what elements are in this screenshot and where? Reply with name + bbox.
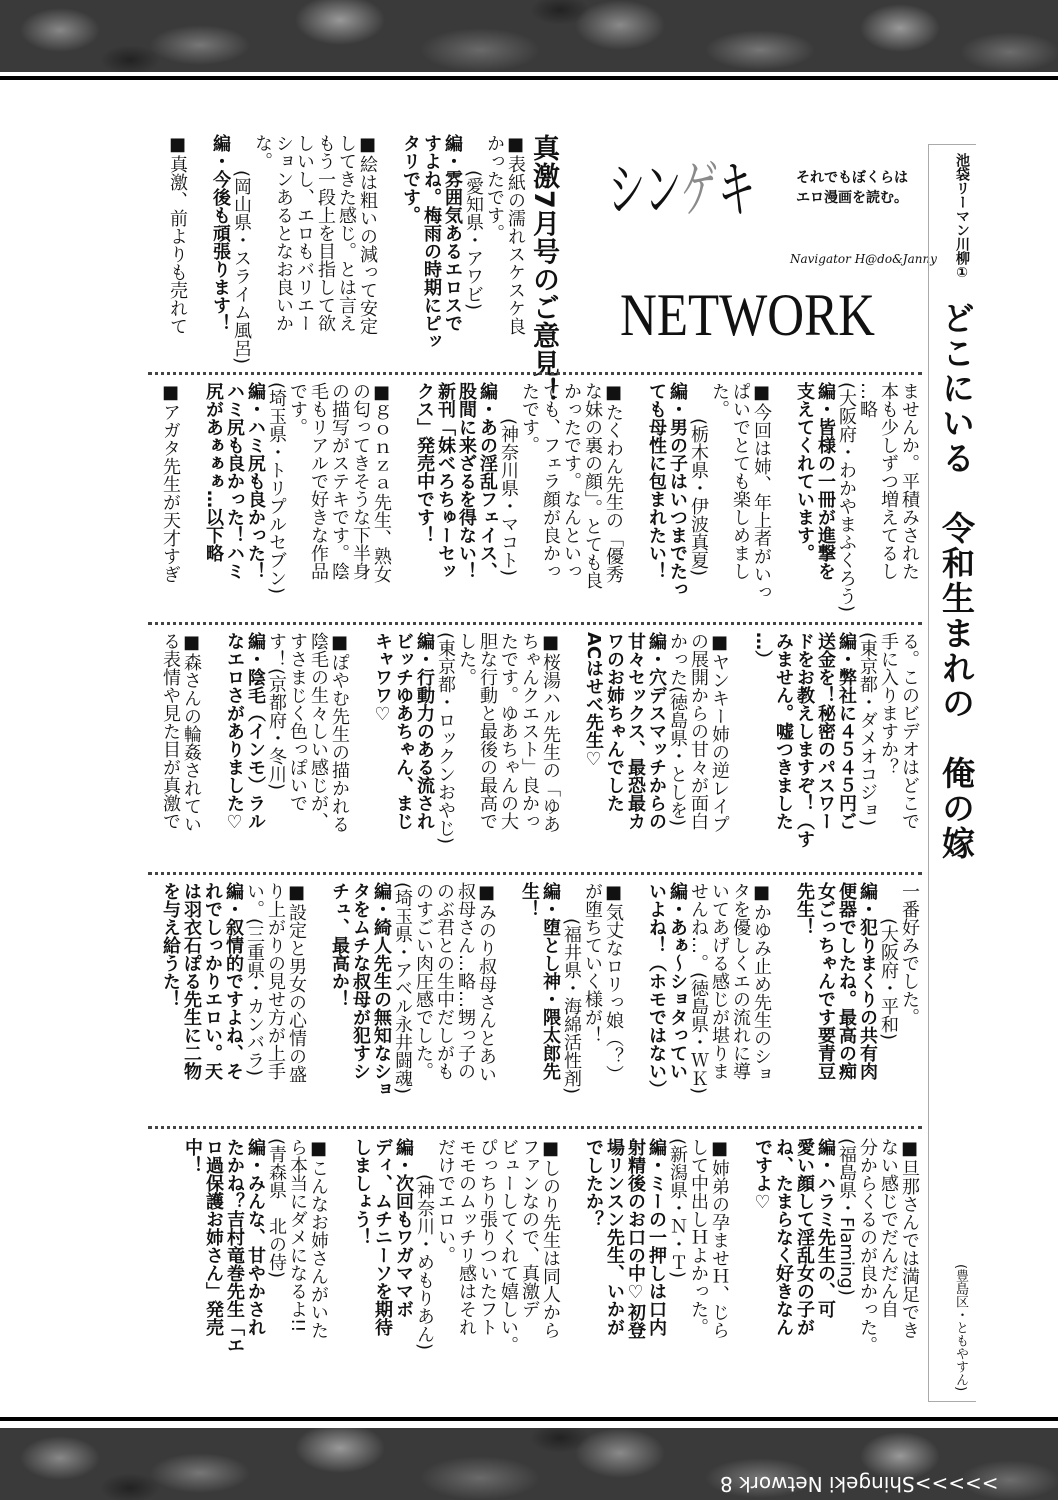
tagline-line: それでもぼくらは [796,170,908,186]
shingeki-network-logo [600,140,937,365]
letter-line: 手に入りますか？ [878,632,899,776]
letter-line: 毛もリアルで好きな作品 [308,382,329,580]
logo-kana [608,150,755,230]
letter-line: ぴっちり張りついたフト [477,1138,498,1336]
editor-reply-line: 編・次回もワガママボ [393,1138,414,1318]
letter-line: すさまじく色っぽいで [287,632,308,812]
navigator-credit: Navigator H@do&Janny [790,252,937,266]
letter-line: せんね…。(徳島県・ＷＫ) [688,882,709,1095]
letter-line: …略 [857,382,878,418]
letter-line: のぶ君との生中だしがも [434,882,455,1080]
letter-line: が堕ちていく様が！ [582,882,603,1044]
editor-reply-line: クス」発売中です！ [414,382,435,544]
editor-reply-line: 中！ [182,1138,203,1174]
letter-line: ■たくわん先生の「優秀 [603,382,624,583]
reader-letter [224,632,350,868]
letter-line: たです。 [519,382,540,454]
letter-line: (東京都・ロックンおやじ) [435,632,456,845]
letter-line: ションあるとなお良いか [273,134,294,332]
letter-line: (青森県 北の侍) [266,1138,287,1279]
letter-line: な妹の裏の顔」。とても良 [582,382,603,589]
letter-line: かった(徳島県・としを) [667,632,688,827]
letter-line: ■姉弟の孕ませＨ、じら [709,1138,730,1339]
letter-line: ■真激、前よりも売れて [167,134,188,335]
reader-letter [646,382,772,618]
reader-letter [160,882,307,1118]
letter-line: 胆な行動と最後の最高で [477,632,498,830]
letter-line: る表情や見た目が真激で [160,632,181,830]
editor-reply-line: 愛い顔して淫乱女の子が [794,1138,815,1336]
letters-band [160,632,920,868]
letter-line: ■表紙の濡れスケスケ良 [505,134,526,335]
reader-letter [329,882,497,1118]
editor-reply-line: ディ、ムチニーソを期待 [372,1138,393,1336]
reader-letter [519,882,624,1118]
letter-line: 一番好みでした。 [899,882,920,1026]
letter-line: ■絵は粗いの減って安定 [357,134,378,335]
letter-line: り上がりの見せ方が上手 [265,882,286,1080]
editor-reply-line: 先生！ [794,882,815,936]
editor-reply-line: みません。嘘つきました [773,632,794,830]
letter-line: ■森さんの輪姦されてい [181,632,202,833]
editor-reply-line: を与え給うた！ [160,882,181,1008]
editor-reply-line: ね、たまらなく好きなん [773,1138,794,1336]
editor-reply-line: チュ、最高か！ [329,882,350,1008]
editor-reply-line: 女ごっちゃんです要青豆 [815,882,836,1080]
letter-line: かったです。 [484,134,505,242]
reader-letter [167,134,188,370]
letter-line: です。 [287,382,308,436]
reader-letter [794,382,920,618]
letter-line: ■桜湯ハル先生の「ゆあ [540,632,561,833]
editor-reply-line: …） [752,632,773,668]
editor-reply-line: すよね。梅雨の時期にピッ [421,134,442,350]
reader-letter [160,382,181,618]
letter-line: た。 [709,382,730,418]
letter-line: してきた感じ。とは言え [336,134,357,332]
editor-reply-line: ビッチゆあちゃん、まじ [393,632,414,830]
letter-line: ■しのり先生は同人から [540,1138,561,1339]
editor-reply-line: 便器でしたね。最高の痴 [836,882,857,1080]
letter-line: い。(三重県・カンバラ) [244,882,265,1077]
editor-reply-line: 新刊「妹べろちゅーセッ [435,382,456,580]
letter-line: ■気丈なロリっ娘（？） [603,882,624,1083]
editor-reply-line: 編・叙情的ですよね、そ [223,882,244,1080]
dotted-separator [148,622,922,625]
editor-reply-line: 編・ハミ尻も良かった！ [245,382,266,580]
editor-reply-line: 送金を！秘密のパスワー [815,632,836,830]
editor-reply-line: 編・みんな、甘やかされ [245,1138,266,1336]
editor-reply-line: 股間に来ざるを得ない！ [456,382,477,580]
editor-reply-line: ワのお姉ちゃんでした [604,632,625,812]
editor-reply-line: しましょう！ [351,1138,372,1246]
editor-reply-line: 編・行動力のある流され [414,632,435,830]
letter-line: の描写がステキです。陰 [329,382,350,580]
reader-letter [372,632,561,868]
tagline-line: エロ漫画を読む。 [796,190,908,206]
letter-line: (埼玉県・アベル永井闘魂) [392,882,413,1095]
page-footer: >>>>>Shingeki Network 8 [720,1472,999,1496]
letter-line: る。このビデオはどこで [899,632,920,830]
reader-attribution: (岡山県・スライム風呂) [231,170,252,365]
reader-letter [583,632,730,868]
letters-band [167,134,560,406]
editor-reply-line: 編・今後も頑張ります！ [210,134,231,332]
reader-letter [583,1138,730,1374]
senryu-box [928,144,976,1402]
letter-line: ちゃんクエスト」良かっ [519,632,540,830]
letter-line: ■ぽやむ先生の描かれる [329,632,350,833]
reader-letter [210,134,378,370]
editor-reply-line: ドをお教えしますぞ！（す [794,632,815,848]
letter-line: ■ヤンキー姉の逆レイプ [709,632,730,833]
letter-line: ぱいでとても楽しめまし [730,382,751,580]
logo-kana-part: ゲ [680,153,718,226]
editor-reply-line: ACはせべ先生♡ [583,632,604,771]
editor-reply-line: 尻があぁぁぁ…以下略 [203,382,224,562]
reader-letter [182,1138,329,1374]
editor-reply-line: 編・綺人先生の無知なショ [371,882,392,1098]
editor-reply-line: ハミ尻も良かった！ハミ [224,382,245,580]
editor-reply-line: 編・堕とし神・隈太郎先 [540,882,561,1080]
reader-letter [646,882,772,1118]
letter-line: ■みのり叔母さんとあい [476,882,497,1083]
senryu-poem: どこにいる 令和生まれの 俺の嫁 [937,301,976,861]
editor-reply-line: 編・陰毛（インモ）ラル [245,632,266,830]
editor-reply-line: 場リンスン先生、いかが [604,1138,625,1336]
senryu-title: 池袋リーマン川柳① [954,153,970,281]
editor-reply-line: 編・あぁ〜ショタってい [667,882,688,1080]
editor-reply-line: 編・ミーの一押しは口内 [646,1138,667,1336]
letter-line: な。 [252,134,273,170]
letter-line: のすごい肉圧感でした。 [413,882,434,1080]
letter-line: ませんか。平積みされた [899,382,920,580]
letter-line: の展開からの甘々が面白 [688,632,709,830]
editor-reply-line: 射精後のお口の中♡初登 [625,1138,646,1339]
reader-attribution: (福井県・海綿活性剤) [561,918,582,1095]
editor-reply-line: 支えてくれています。 [794,382,815,562]
tagline [796,168,908,208]
editor-reply-line: 編・男の子はいつまでたっ [667,382,688,598]
reader-letter [351,1138,561,1374]
dotted-separator [148,872,922,875]
letter-line: 分からくるのが良かった。 [857,1138,878,1354]
top-texture-band [0,0,1058,72]
editor-reply-line: ロ過保護お姉さん」発売 [203,1138,224,1336]
editor-reply-line: いよね！（ホモではない） [646,882,667,1098]
reader-letter [752,632,920,868]
letter-line: ■こんなお姉さんがいた [308,1138,329,1339]
top-rule [0,76,1058,80]
editor-reply-line: は羽衣石ぽる先生に二物 [181,882,202,1080]
reader-attribution: (愛知県・アワビ) [463,170,484,311]
reader-attribution: (神奈川県・マコト) [498,418,519,577]
letter-line: ビューしてくれて嬉しい。 [498,1138,519,1354]
editor-reply-line: 編・皆様の一冊が進撃を [815,382,836,580]
senryu-author: (豊島区・ともやすん) [953,1263,968,1391]
letters-band [160,882,920,1118]
reader-attribution: (神奈川・めもりあん) [414,1174,435,1351]
editor-reply-line: ですよ♡ [752,1138,773,1213]
section-heading: 真激7月号のご意見！ [528,134,559,406]
letters-band [160,382,920,618]
letter-line: 叔母さん…略…甥っ子の [455,882,476,1080]
letter-line: ても、フェラ顔が良かっ [540,382,561,580]
logo-kana-part: キ [717,153,756,226]
letter-line: もう一段上を目指して欲 [315,134,336,332]
letter-line: した。 [456,632,477,686]
editor-reply-line: 生！ [519,882,540,918]
letter-line: して中出しＨよかった。 [688,1138,709,1336]
letter-line: 本も少しずつ増えてるし [878,382,899,580]
letter-line: ■ｇｏｎｚａ先生、熟女 [371,382,392,583]
dotted-separator [148,1126,922,1129]
logo-network: NETWORK [620,282,875,348]
letter-line: 陰毛の生々しい感じが、 [308,632,329,830]
editor-reply-line: 編・雰囲気あるエロスで [442,134,463,332]
letter-line: の匂ってきそうな下半身 [350,382,371,580]
letter-line: いてあげる感じが堪りま [709,882,730,1080]
letter-line: だけでエロい。 [435,1138,456,1264]
reader-letter [160,632,202,868]
bottom-rule [0,1417,1058,1421]
editor-reply-line: タリです。 [400,134,421,224]
editor-reply-line: なエロさがありました♡ [224,632,245,833]
editor-reply-line: 編・弊社に４５４５円ご [836,632,857,830]
reader-letter [794,882,920,1118]
reader-attribution: (大阪府・平和) [878,918,899,1041]
editor-reply-line: タをムチな叔母が犯すシ [350,882,371,1080]
letter-line: タを優しくエの流れに導 [730,882,751,1080]
reader-letter [752,1138,920,1374]
letter-line: ら本当にダメになるよ!! [287,1138,308,1333]
letters-band [182,1138,920,1374]
editor-reply-line: たかね？吉村竜巻先生「エ [224,1138,245,1354]
reader-attribution: (栃木県・伊波真夏) [688,418,709,577]
letter-line: す！(京都府・冬川) [266,632,287,791]
letter-line: (大阪府・わかやまふくろう) [836,382,857,613]
letter-line: モモのムッチリ感はそれ [456,1138,477,1336]
reader-letter [203,382,392,618]
editor-reply-line: れでしっかりエロい。天 [202,882,223,1080]
letter-line: ■アガタ先生が天才すぎ [160,382,181,583]
letter-line: (埼玉県・トリプルセブン) [266,382,287,595]
letter-line: ■設定と男女の心情の盛 [286,882,307,1083]
editor-reply-line: 編・穴デスマッチからの [646,632,667,830]
letter-line: (福島県・Flaming) [836,1138,857,1296]
letter-line: かったです。なんといっ [561,382,582,580]
letter-line: ■今回は姉、年上者がいっ [751,382,772,601]
letter-line: ■旦那さんでは満足でき [899,1138,920,1339]
letter-line: ファンなので、真激デ [519,1138,540,1318]
letter-line: しいし、エロもバリエー [294,134,315,332]
letter-line: たです。ゆあちゃんの大 [498,632,519,830]
letter-line: ない感じでだんだん自 [878,1138,899,1318]
letter-line: (新潟県・Ｎ・Ｔ) [667,1138,688,1279]
editor-reply-line: ても母性に包まれたい！ [646,382,667,580]
letter-line: ■かゆみ止め先生のショ [751,882,772,1083]
editor-reply-line: でしたか？ [583,1138,604,1228]
editor-reply-line: 甘々セックス、最恐最カ [625,632,646,830]
editor-reply-line: 編・ハラミ先生の、可 [815,1138,836,1318]
logo-kana-part: シン [608,153,681,226]
dotted-separator [148,372,922,375]
editor-reply-line: キャワワ♡ [372,632,393,725]
editor-reply-line: 編・犯りまくりの共有肉 [857,882,878,1080]
editor-reply-line: 編・あの淫乱フェイス、 [477,382,498,580]
letter-line: (東京都・ダメオコジョ) [857,632,878,827]
reader-letter [400,134,560,406]
reader-letter [414,382,624,618]
